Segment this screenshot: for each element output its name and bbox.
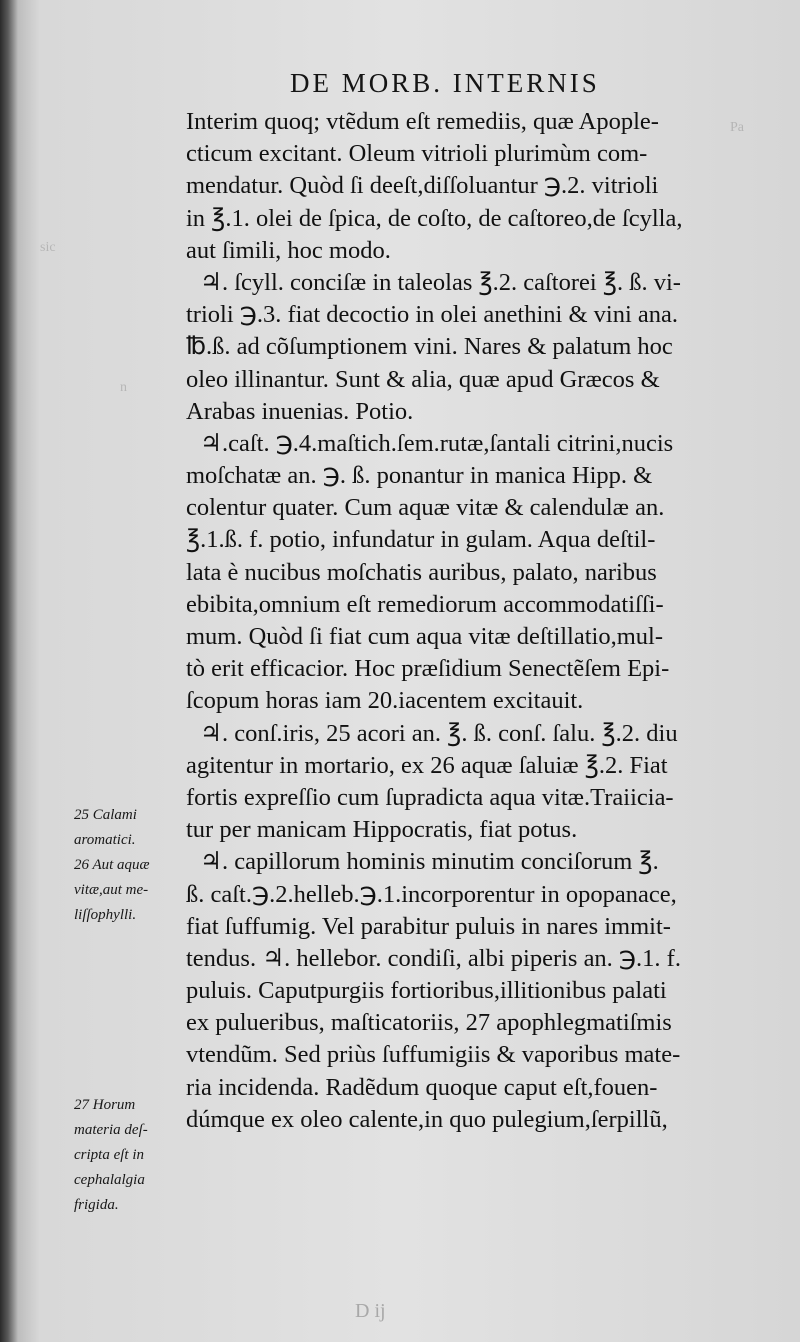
text-line: agitentur in mortario, ex 26 aquæ ſaluiæ ℥.2. Fiat <box>186 751 668 779</box>
marginal-line: 27 Horum <box>74 1097 136 1113</box>
text-line: ♃. conſ.iris, 25 acori an. ℥. ß. conſ. ſalu. ℥.2. diu <box>200 719 678 747</box>
text-line: oleo illinantur. Sunt & alia, quæ apud Græcos & <box>186 365 660 393</box>
text-line: ℥.1.ß. f. potio, infundatur in gulam. Aqua deſtil- <box>186 526 656 554</box>
marginal-line: 26 Aut aquæ <box>74 857 150 873</box>
text-line: puluis. Caputpurgiis fortioribus,illitionibus palati <box>186 977 667 1005</box>
text-line: aut ſimili, hoc modo. <box>186 236 391 264</box>
text-line: moſchatæ an. ℈. ß. ponantur in manica Hipp. & <box>186 462 653 490</box>
text-line: ♃.caſt. ℈.4.maſtich.ſem.rutæ,ſantali citrini,nucis <box>200 429 674 457</box>
text-line: ß. caſt.℈.2.helleb.℈.1.incorporentur in opopanace, <box>186 880 677 908</box>
text-line: fortis expreſſio cum ſupradicta aqua vitæ.Traiicia- <box>186 783 674 811</box>
marginal-line: frigida. <box>74 1197 119 1213</box>
text-line: mum. Quòd ſi fiat cum aqua vitæ deſtillatio,mul- <box>186 623 663 650</box>
main-text-block <box>186 106 766 1136</box>
marginal-line: cephalalgia <box>74 1172 145 1188</box>
text-line: lata è nucibus moſchatis auribus, palato, naribus <box>186 558 657 586</box>
text-line: ex pulueribus, maſticatoriis, 27 apophlegmatiſmis <box>186 1009 672 1037</box>
running-title: DE MORB. INTERNIS <box>290 68 600 98</box>
page-signature: D ij <box>355 1300 386 1322</box>
text-line: ℔.ß. ad cõſumptionem vini. Nares & palatum hoc <box>186 333 673 361</box>
text-line: trioli ℈.3. fiat decoctio in olei anethini & vini ana. <box>186 301 679 329</box>
text-line: fiat ſuffumig. Vel parabitur puluis in nares immit- <box>186 912 671 940</box>
text-line: cticum excitant. Oleum vitrioli plurimùm com- <box>186 140 648 168</box>
text-line: Arabas inuenias. Potio. <box>186 397 414 425</box>
text-line: tur per manicam Hippocratis, fiat potus. <box>186 816 578 844</box>
marginal-note-27 <box>74 1093 184 1218</box>
marginal-line: materia deſ- <box>74 1122 148 1138</box>
bleed-through-text: Pa <box>730 120 744 135</box>
text-line: ſcopum horas iam 20.iacentem excitauit. <box>186 687 584 715</box>
text-line: vtendũm. Sed priùs ſuffumigiis & vaporibus mate- <box>186 1041 681 1069</box>
text-line: mendatur. Quòd ſi deeſt,diſſoluantur ℈.2. vitrioli <box>186 172 659 200</box>
text-line: ebibita,omnium eſt remediorum accommodatiſſi- <box>186 590 664 618</box>
text-line: Interim quoq; vtẽdum eſt remediis, quæ Apople- <box>186 108 659 135</box>
marginal-line: 25 Calami <box>74 807 137 823</box>
marginal-note-25-26 <box>74 803 184 928</box>
text-line: ♃. capillorum hominis minutim conciſorum ℥. <box>200 848 659 876</box>
text-line: ria incidenda. Radẽdum quoque caput eſt,fouen- <box>186 1073 658 1101</box>
marginal-line: vitæ,aut me- <box>74 882 149 898</box>
text-line: tò erit efficacior. Hoc præſidium Senectẽſem Epi- <box>186 655 670 683</box>
text-line: ♃. ſcyll. conciſæ in taleolas ℥.2. caſtorei ℥. ß. vi- <box>200 268 681 296</box>
marginal-line: aromatici. <box>74 832 136 848</box>
marginal-line: liſſophylli. <box>74 907 137 923</box>
bleed-through-text: sic <box>40 240 56 255</box>
bleed-through-text: n <box>120 380 127 395</box>
text-line: tendus. ♃. hellebor. condiſi, albi piperis an. ℈.1. f. <box>186 944 681 972</box>
text-line: in ℥.1. olei de ſpica, de coſto, de caſtoreo,de ſcylla, <box>186 204 683 232</box>
text-line: colentur quater. Cum aquæ vitæ & calendulæ an. <box>186 494 665 522</box>
marginal-line: cripta eſt in <box>74 1147 144 1163</box>
text-line: dúmque ex oleo calente,in quo pulegium,ſerpillũ, <box>186 1105 668 1133</box>
